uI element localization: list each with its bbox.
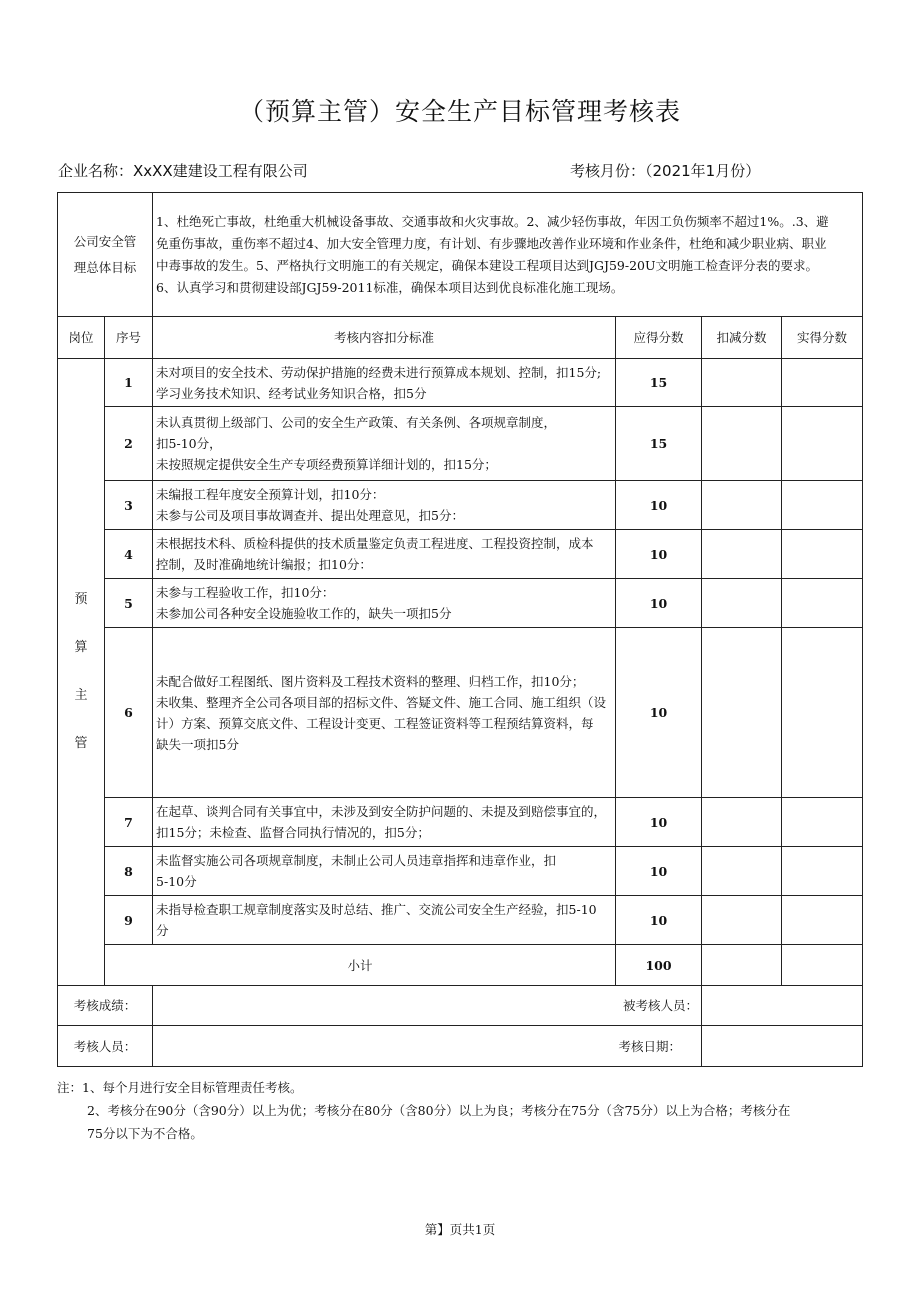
actual-cell[interactable] (782, 530, 863, 579)
content-cell (153, 628, 616, 798)
content-cell (153, 481, 616, 530)
content-line: 未认真贯彻上级部门、公司的安全生产政策、有关条例、各项规章制度， (156, 415, 557, 430)
page-number: 第】页共1页 (424, 1222, 496, 1237)
deduct-cell[interactable] (702, 798, 782, 847)
content-line: 未监督实施公司各项规章制度，未制止公司人员违章指挥和违章作业，扣 (156, 853, 557, 868)
role-char: 预 (74, 592, 88, 607)
score-cell: 15 (616, 407, 702, 481)
seq-cell: 8 (105, 847, 153, 896)
score-cell: 10 (616, 628, 702, 798)
content-line: 扣5-10分， (156, 436, 222, 451)
actual-cell[interactable] (782, 481, 863, 530)
actual-cell[interactable] (782, 628, 863, 798)
date-label: 考核日期： (153, 1026, 702, 1067)
assessed-input[interactable] (702, 986, 863, 1026)
seq-cell: 2 (105, 407, 153, 481)
deduct-cell[interactable] (702, 579, 782, 628)
score-cell: 10 (616, 481, 702, 530)
content-line: 未配合做好工程图纸、图片资料及工程技术资料的整理、归档工作，扣10分； (156, 673, 585, 689)
table-row (58, 359, 863, 407)
deduct-cell[interactable] (702, 481, 782, 530)
seq-cell: 5 (105, 579, 153, 628)
goal-label-line1: 公司安全管 (73, 233, 137, 249)
content-line: 未收集、整理齐全公司各项目部的招标文件、答疑文件、施工合同、施工组织（设 (156, 694, 607, 710)
table-row (58, 481, 863, 530)
actual-cell[interactable] (782, 579, 863, 628)
content-line: 未参与工程验收工作，扣10分： (156, 585, 335, 600)
table-row (58, 579, 863, 628)
content-cell (153, 847, 616, 896)
actual-cell[interactable] (782, 896, 863, 945)
assessor-label: 考核人员： (58, 1026, 153, 1067)
goal-text-line3: 中毒事故的发生。5、严格执行文明施工的有关规定，确保本建设工程项目达到JGJ59-20U文明施工检查评分表的要求。 (156, 257, 819, 273)
content-line: 计）方案、预算交底文件、工程设计变更、工程签证资料等工程预结算资料，每 (156, 715, 594, 731)
deduct-cell[interactable] (702, 407, 782, 481)
seq-cell: 9 (105, 896, 153, 945)
table-row (58, 407, 863, 481)
content-line: 未按照规定提供安全生产专项经费预算详细计划的，扣15分； (156, 457, 497, 472)
score-cell: 10 (616, 530, 702, 579)
date-input[interactable] (702, 1026, 863, 1067)
content-line: 扣15分；未检查、监督合同执行情况的，扣5分； (156, 825, 430, 840)
result-row (58, 986, 863, 1026)
goal-text-cell (153, 193, 863, 317)
col-score-header: 应得分数 (616, 317, 702, 359)
subtotal-score: 100 (616, 945, 702, 986)
content-line: 分 (156, 923, 169, 938)
goal-text-line1: 1、杜绝死亡事故，杜绝重大机械设备事故、交通事故和火灾事故。2、减少轻伤事故，年因工负伤频率不超过1%。.3、避 (156, 213, 829, 229)
note-line3: 75分以下为不合格。 (87, 1126, 203, 1141)
content-cell (153, 530, 616, 579)
deduct-cell[interactable] (702, 896, 782, 945)
assessment-table (57, 192, 863, 1067)
score-cell: 10 (616, 847, 702, 896)
table-row (58, 530, 863, 579)
table-row (58, 798, 863, 847)
actual-cell[interactable] (782, 407, 863, 481)
col-content-header: 考核内容扣分标准 (153, 317, 616, 359)
goal-text-line4: 6、认真学习和贯彻建设部JGJ59-2011标准，确保本项目达到优良标准化施工现场。 (156, 279, 624, 295)
content-line: 未指导检查职工规章制度落实及时总结、推广、交流公司安全生产经验，扣5-10 (156, 902, 597, 917)
content-line: 控制，及时准确地统计编报；扣10分： (156, 557, 372, 572)
subtotal-actual-cell[interactable] (782, 945, 863, 986)
subtotal-deduct-cell[interactable] (702, 945, 782, 986)
assessment-month: 考核月份：（2021年1月份） (570, 162, 761, 180)
col-deduct-header: 扣减分数 (702, 317, 782, 359)
goal-label-cell (58, 193, 153, 317)
seq-cell: 4 (105, 530, 153, 579)
role-char: 管 (74, 736, 88, 751)
content-line: 未参与公司及项目事故调查并、提出处理意见，扣5分： (156, 508, 464, 523)
note-line1: 注：1、每个月进行安全目标管理责任考核。 (57, 1080, 303, 1095)
role-char: 算 (74, 640, 88, 655)
seq-cell: 7 (105, 798, 153, 847)
deduct-cell[interactable] (702, 847, 782, 896)
company-name: 企业名称：XxXX建建设工程有限公司 (58, 162, 308, 180)
column-header-row (58, 317, 863, 359)
table-row (58, 896, 863, 945)
content-line: 学习业务技术知识、经考试业务知识合格，扣5分 (156, 385, 427, 401)
col-seq-header: 序号 (105, 317, 153, 359)
deduct-cell[interactable] (702, 628, 782, 798)
content-cell (153, 579, 616, 628)
goal-label-line2: 理总体目标 (73, 259, 137, 275)
actual-cell[interactable] (782, 798, 863, 847)
table-row (58, 847, 863, 896)
result-label: 考核成绩： (58, 986, 153, 1026)
deduct-cell[interactable] (702, 359, 782, 407)
content-line: 缺失一项扣5分 (156, 736, 239, 752)
content-line: 未编报工程年度安全预算计划，扣10分： (156, 487, 385, 502)
score-cell: 15 (616, 359, 702, 407)
assessor-row (58, 1026, 863, 1067)
content-line: 5-10分 (156, 874, 197, 889)
assessed-label: 被考核人员： (153, 986, 702, 1026)
col-actual-header: 实得分数 (782, 317, 863, 359)
score-cell: 10 (616, 798, 702, 847)
page-title: （预算主管）安全生产目标管理考核表 (238, 97, 681, 126)
subtotal-row (58, 945, 863, 986)
content-line: 在起草、谈判合同有关事宜中，未涉及到安全防护问题的、未提及到赔偿事宜的， (156, 804, 607, 819)
role-char: 主 (74, 688, 88, 703)
notes (57, 1076, 857, 1145)
subtotal-label: 小计 (105, 945, 616, 986)
content-line: 未根据技术科、质检科提供的技术质量鉴定负责工程进度、工程投资控制，成本 (156, 536, 594, 551)
actual-cell[interactable] (782, 847, 863, 896)
goal-row (58, 193, 863, 317)
score-cell: 10 (616, 579, 702, 628)
score-cell: 10 (616, 896, 702, 945)
content-line: 未对项目的安全技术、劳动保护措施的经费未进行预算成本规划、控制，扣15分; (156, 364, 602, 380)
seq-cell: 6 (105, 628, 153, 798)
seq-cell: 3 (105, 481, 153, 530)
content-cell (153, 896, 616, 945)
table-row (58, 628, 863, 798)
content-cell (153, 407, 616, 481)
col-role-header: 岗位 (58, 317, 105, 359)
content-line: 未参加公司各种安全设施验收工作的，缺失一项扣5分 (156, 606, 452, 621)
actual-cell[interactable] (782, 359, 863, 407)
deduct-cell[interactable] (702, 530, 782, 579)
content-cell (153, 359, 616, 407)
role-cell (58, 359, 105, 986)
content-cell (153, 798, 616, 847)
seq-cell: 1 (105, 359, 153, 407)
goal-text-line2: 免重伤事故，重伤率不超过4、加大安全管理力度，有计划、有步骤地改善作业环境和作业条件，杜绝和减少职业病、职业 (156, 235, 827, 251)
note-line2: 2、考核分在90分（含90分）以上为优；考核分在80分（含80分）以上为良；考核分在75分（含75分）以上为合格；考核分在 (87, 1103, 791, 1118)
